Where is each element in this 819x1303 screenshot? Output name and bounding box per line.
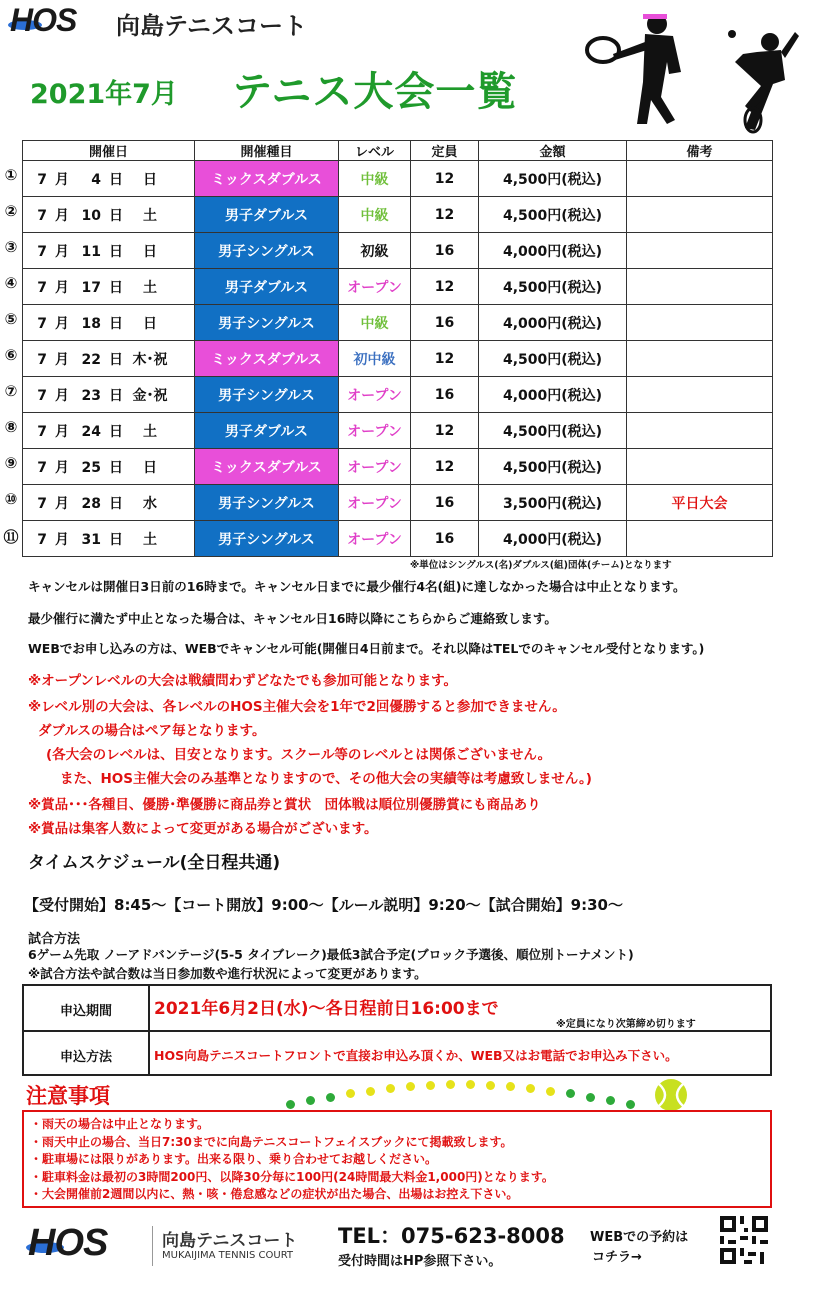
capacity-cell: 16: [411, 377, 479, 413]
table-row: [23, 485, 773, 521]
capacity-cell: 12: [411, 449, 479, 485]
date-day: 24: [81, 423, 101, 440]
decor-dot: [406, 1082, 415, 1091]
date-day-unit: 日: [109, 171, 123, 188]
level-cell: オープン: [339, 449, 411, 485]
date-day-unit: 日: [109, 315, 123, 332]
date-cell: [23, 377, 195, 413]
date-month-unit: 月: [55, 351, 69, 368]
footer-hours: 受付時間はHP参照下さい。: [338, 1254, 502, 1269]
column-header: レベル: [339, 141, 411, 161]
application-box: [22, 984, 772, 1076]
decor-dot: [446, 1080, 455, 1089]
method-label: 試合方法: [28, 932, 81, 947]
date-day-unit: 日: [109, 279, 123, 296]
level-cell: 中級: [339, 197, 411, 233]
date-month: 7: [37, 315, 47, 332]
decor-dot: [466, 1080, 475, 1089]
date-cell: [23, 413, 195, 449]
table-row: [23, 197, 773, 233]
caution-title: 注意事項: [26, 1084, 110, 1108]
row-number: ⑨: [4, 454, 18, 472]
price-cell: 4,000円(税込): [479, 305, 627, 341]
level-cell: オープン: [339, 521, 411, 557]
event-type-cell: 男子シングルス: [195, 485, 339, 521]
date-month: 7: [37, 459, 47, 476]
date-day-unit: 日: [109, 207, 123, 224]
column-header: 備考: [627, 141, 773, 161]
event-type-cell: 男子シングルス: [195, 233, 339, 269]
month-label: 2021年7月: [30, 79, 178, 110]
row-number: ②: [4, 202, 18, 220]
decor-dot: [286, 1100, 295, 1109]
table-row: [23, 269, 773, 305]
note-cell: [627, 413, 773, 449]
table-row: [23, 521, 773, 557]
footer-name-jp: 向島テニスコート: [162, 1231, 298, 1251]
date-month: 7: [37, 243, 47, 260]
footer-web-line2[interactable]: コチラ→: [592, 1250, 642, 1265]
notice-line: ※賞品･･･各種目、優勝･準優勝に商品券と賞状 団体戦は順位別優勝賞にも商品あり: [28, 797, 541, 813]
footer-web-line1: WEBでの予約は: [590, 1230, 689, 1245]
date-cell: [23, 485, 195, 521]
capacity-cell: 12: [411, 161, 479, 197]
decor-dot: [506, 1082, 515, 1091]
date-month: 7: [37, 495, 47, 512]
event-type-cell: 男子ダブルス: [195, 269, 339, 305]
weekday: 木･祝: [132, 351, 168, 368]
table-footnote: ※単位はシングルス(名)ダブルス(組)団体(チーム)となります: [410, 560, 672, 571]
table-row: [23, 305, 773, 341]
decor-dot: [566, 1089, 575, 1098]
event-type-cell: 男子シングルス: [195, 521, 339, 557]
column-header: 開催日: [23, 141, 195, 161]
date-month-unit: 月: [55, 531, 69, 548]
capacity-cell: 16: [411, 305, 479, 341]
date-cell: [23, 197, 195, 233]
table-row: [23, 233, 773, 269]
notice-line: ダブルスの場合はペア毎となります。: [38, 723, 266, 739]
level-cell: オープン: [339, 377, 411, 413]
note-cell: [627, 197, 773, 233]
row-number: ⑩: [4, 490, 18, 508]
date-day: 18: [81, 315, 101, 332]
date-day-unit: 日: [109, 423, 123, 440]
venue-name: 向島テニスコート: [116, 12, 308, 40]
date-month: 7: [37, 207, 47, 224]
decor-dot: [486, 1081, 495, 1090]
date-cell: [23, 521, 195, 557]
date-month-unit: 月: [55, 495, 69, 512]
decor-dot: [626, 1100, 635, 1109]
decor-dot: [326, 1093, 335, 1102]
event-type-cell: 男子シングルス: [195, 377, 339, 413]
date-cell: [23, 233, 195, 269]
period-label: 申込期間: [59, 1004, 112, 1019]
schedule-times: 【受付開始】8:45～【コート開放】9:00～【ルール説明】9:20～【試合開始】9:30～: [24, 896, 623, 914]
level-cell: オープン: [339, 413, 411, 449]
decor-dot: [386, 1084, 395, 1093]
column-header: 金額: [479, 141, 627, 161]
level-cell: 初級: [339, 233, 411, 269]
date-day: 11: [81, 243, 101, 260]
date-month: 7: [37, 531, 47, 548]
date-day: 23: [81, 387, 101, 404]
method-note: ※試合方法や試合数は当日参加数や進行状況によって変更があります。: [28, 966, 427, 981]
note-cell: [627, 377, 773, 413]
price-cell: 3,500円(税込): [479, 485, 627, 521]
price-cell: 4,500円(税込): [479, 197, 627, 233]
method-label: 申込方法: [59, 1050, 112, 1065]
row-number: ⑤: [4, 310, 18, 328]
decor-dot: [606, 1096, 615, 1105]
note-cell: [627, 233, 773, 269]
weekday: 日: [143, 243, 157, 260]
note-cell: [627, 305, 773, 341]
date-month-unit: 月: [55, 279, 69, 296]
date-day: 17: [81, 279, 101, 296]
table-row: [23, 413, 773, 449]
weekday: 日: [143, 315, 157, 332]
capacity-cell: 16: [411, 233, 479, 269]
date-month-unit: 月: [55, 459, 69, 476]
method-value: HOS向島テニスコートフロントで直接お申込み頂くか、WEB又はお電話でお申込み下さい。: [154, 1048, 678, 1063]
note-cell: [627, 449, 773, 485]
capacity-cell: 12: [411, 341, 479, 377]
weekday: 土: [143, 423, 157, 440]
decor-dot: [366, 1087, 375, 1096]
price-cell: 4,500円(税込): [479, 449, 627, 485]
price-cell: 4,500円(税込): [479, 341, 627, 377]
date-cell: [23, 161, 195, 197]
level-cell: 中級: [339, 161, 411, 197]
note-cell: [627, 341, 773, 377]
row-number: ⑧: [4, 418, 18, 436]
caution-item: ・駐車場には限りがあります。出来る限り、乗り合わせてお越しください。: [30, 1152, 438, 1166]
note-cell: 平日大会: [627, 485, 773, 521]
box-col-divider: [148, 986, 150, 1074]
decor-dot: [346, 1089, 355, 1098]
date-month: 7: [37, 387, 47, 404]
capacity-cell: 16: [411, 485, 479, 521]
date-cell: [23, 269, 195, 305]
level-cell: 初中級: [339, 341, 411, 377]
level-cell: オープン: [339, 485, 411, 521]
footer-divider: [152, 1226, 153, 1266]
price-cell: 4,000円(税込): [479, 521, 627, 557]
date-month-unit: 月: [55, 243, 69, 260]
event-type-cell: ミックスダブルス: [195, 449, 339, 485]
method-detail: 6ゲーム先取 ノーアドバンテージ(5-5 タイブレーク)最低3試合予定(ブロック予選後、順位別トーナメント): [28, 947, 634, 962]
date-month-unit: 月: [55, 207, 69, 224]
tennis-player-illustration: [585, 2, 810, 137]
row-number: ⑥: [4, 346, 18, 364]
footer-tel[interactable]: TEL：075-623-8008: [338, 1224, 565, 1248]
notice-line: ※オープンレベルの大会は戦績問わずどなたでも参加可能となります。: [28, 673, 457, 689]
table-row: [23, 161, 773, 197]
decor-dot: [306, 1096, 315, 1105]
date-day: 22: [81, 351, 101, 368]
date-day: 4: [91, 171, 101, 188]
notice-line: 最少催行に満たず中止となった場合は、キャンセル日16時以降にこちらからご連絡致します。: [28, 611, 557, 626]
notice-line: (各大会のレベルは、目安となります。スクール等のレベルとは関係ございません。: [46, 747, 552, 763]
table-row: [23, 341, 773, 377]
decor-dot: [526, 1084, 535, 1093]
capacity-cell: 12: [411, 197, 479, 233]
event-type-cell: 男子ダブルス: [195, 413, 339, 449]
date-day: 25: [81, 459, 101, 476]
weekday: 金･祝: [132, 387, 168, 404]
caution-item: ・駐車料金は最初の3時間200円、以降30分毎に100円(24時間最大料金1,000円)となります。: [30, 1169, 554, 1184]
table-row: [23, 377, 773, 413]
caution-box: [22, 1110, 772, 1208]
date-month: 7: [37, 351, 47, 368]
period-note: ※定員になり次第締め切ります: [556, 1019, 696, 1030]
footer-brand: HOS: [28, 1222, 108, 1264]
date-month-unit: 月: [55, 423, 69, 440]
date-month: 7: [37, 171, 47, 188]
price-cell: 4,500円(税込): [479, 269, 627, 305]
column-header: 定員: [411, 141, 479, 161]
event-type-cell: ミックスダブルス: [195, 341, 339, 377]
date-day-unit: 日: [109, 243, 123, 260]
price-cell: 4,000円(税込): [479, 233, 627, 269]
notice-line: キャンセルは開催日3日前の16時まで。キャンセル日までに最少催行4名(組)に達しなかった場合は中止となります。: [28, 579, 686, 594]
price-cell: 4,500円(税込): [479, 161, 627, 197]
weekday: 日: [143, 171, 157, 188]
tennis-ball-icon: [654, 1078, 688, 1112]
footer-name-en: MUKAIJIMA TENNIS COURT: [162, 1250, 294, 1261]
caution-item: ・雨天の場合は中止となります。: [30, 1117, 210, 1131]
table-row: [23, 449, 773, 485]
level-cell: オープン: [339, 269, 411, 305]
weekday: 土: [143, 279, 157, 296]
price-cell: 4,000円(税込): [479, 377, 627, 413]
column-header: 開催種目: [195, 141, 339, 161]
date-day: 28: [81, 495, 101, 512]
decor-dot: [426, 1081, 435, 1090]
notice-line: WEBでお申し込みの方は、WEBでキャンセル可能(開催日4日前まで。それ以降はTELでのキャンセル受付となります。): [28, 641, 705, 656]
row-number: ⑦: [4, 382, 18, 400]
date-cell: [23, 305, 195, 341]
date-day-unit: 日: [109, 351, 123, 368]
decor-dot: [546, 1087, 555, 1096]
brand-logo: HOS: [10, 2, 77, 38]
page-title: テニス大会一覧: [232, 69, 518, 115]
date-day: 10: [81, 207, 101, 224]
date-cell: [23, 449, 195, 485]
weekday: 土: [143, 207, 157, 224]
date-month-unit: 月: [55, 315, 69, 332]
note-cell: [627, 521, 773, 557]
tournament-table: [22, 140, 773, 557]
date-day: 31: [81, 531, 101, 548]
caution-item: ・雨天中止の場合、当日7:30までに向島テニスコートフェイスブックにて掲載致します。: [30, 1134, 513, 1149]
qr-code[interactable]: [720, 1216, 768, 1264]
date-day-unit: 日: [109, 459, 123, 476]
date-cell: [23, 341, 195, 377]
weekday: 水: [143, 495, 157, 512]
table-header-row: [23, 141, 773, 161]
date-day-unit: 日: [109, 495, 123, 512]
note-cell: [627, 161, 773, 197]
notice-line: ※賞品は集客人数によって変更がある場合がございます。: [28, 821, 378, 837]
price-cell: 4,500円(税込): [479, 413, 627, 449]
capacity-cell: 12: [411, 269, 479, 305]
date-day-unit: 日: [109, 387, 123, 404]
decor-dot: [586, 1093, 595, 1102]
row-number: ④: [4, 274, 18, 292]
row-number: ③: [4, 238, 18, 256]
level-cell: 中級: [339, 305, 411, 341]
notice-line: また、HOS主催大会のみ基準となりますので、その他大会の実績等は考慮致しません。): [60, 771, 592, 787]
weekday: 土: [143, 531, 157, 548]
capacity-cell: 12: [411, 413, 479, 449]
row-number: ⑪: [3, 528, 19, 546]
event-type-cell: 男子ダブルス: [195, 197, 339, 233]
note-cell: [627, 269, 773, 305]
footer-logo: [26, 1222, 166, 1266]
capacity-cell: 16: [411, 521, 479, 557]
notice-line: ※レベル別の大会は、各レベルのHOS主催大会を1年で2回優勝すると参加できません。: [28, 699, 566, 715]
event-type-cell: 男子シングルス: [195, 305, 339, 341]
header-logo: [6, 2, 336, 42]
weekday: 日: [143, 459, 157, 476]
schedule-title: タイムスケジュール(全日程共通): [28, 853, 281, 873]
box-divider: [24, 1030, 770, 1032]
date-month-unit: 月: [55, 387, 69, 404]
date-month-unit: 月: [55, 171, 69, 188]
event-type-cell: ミックスダブルス: [195, 161, 339, 197]
date-day-unit: 日: [109, 531, 123, 548]
date-month: 7: [37, 279, 47, 296]
row-number: ①: [4, 166, 18, 184]
caution-list: [24, 1112, 770, 1204]
caution-item: ・大会開催前2週間以内に、熱・咳・倦怠感などの症状が出た場合、出場はお控え下さい。: [30, 1187, 519, 1201]
period-value: 2021年6月2日(水)～各日程前日16:00まで: [154, 999, 499, 1019]
date-month: 7: [37, 423, 47, 440]
